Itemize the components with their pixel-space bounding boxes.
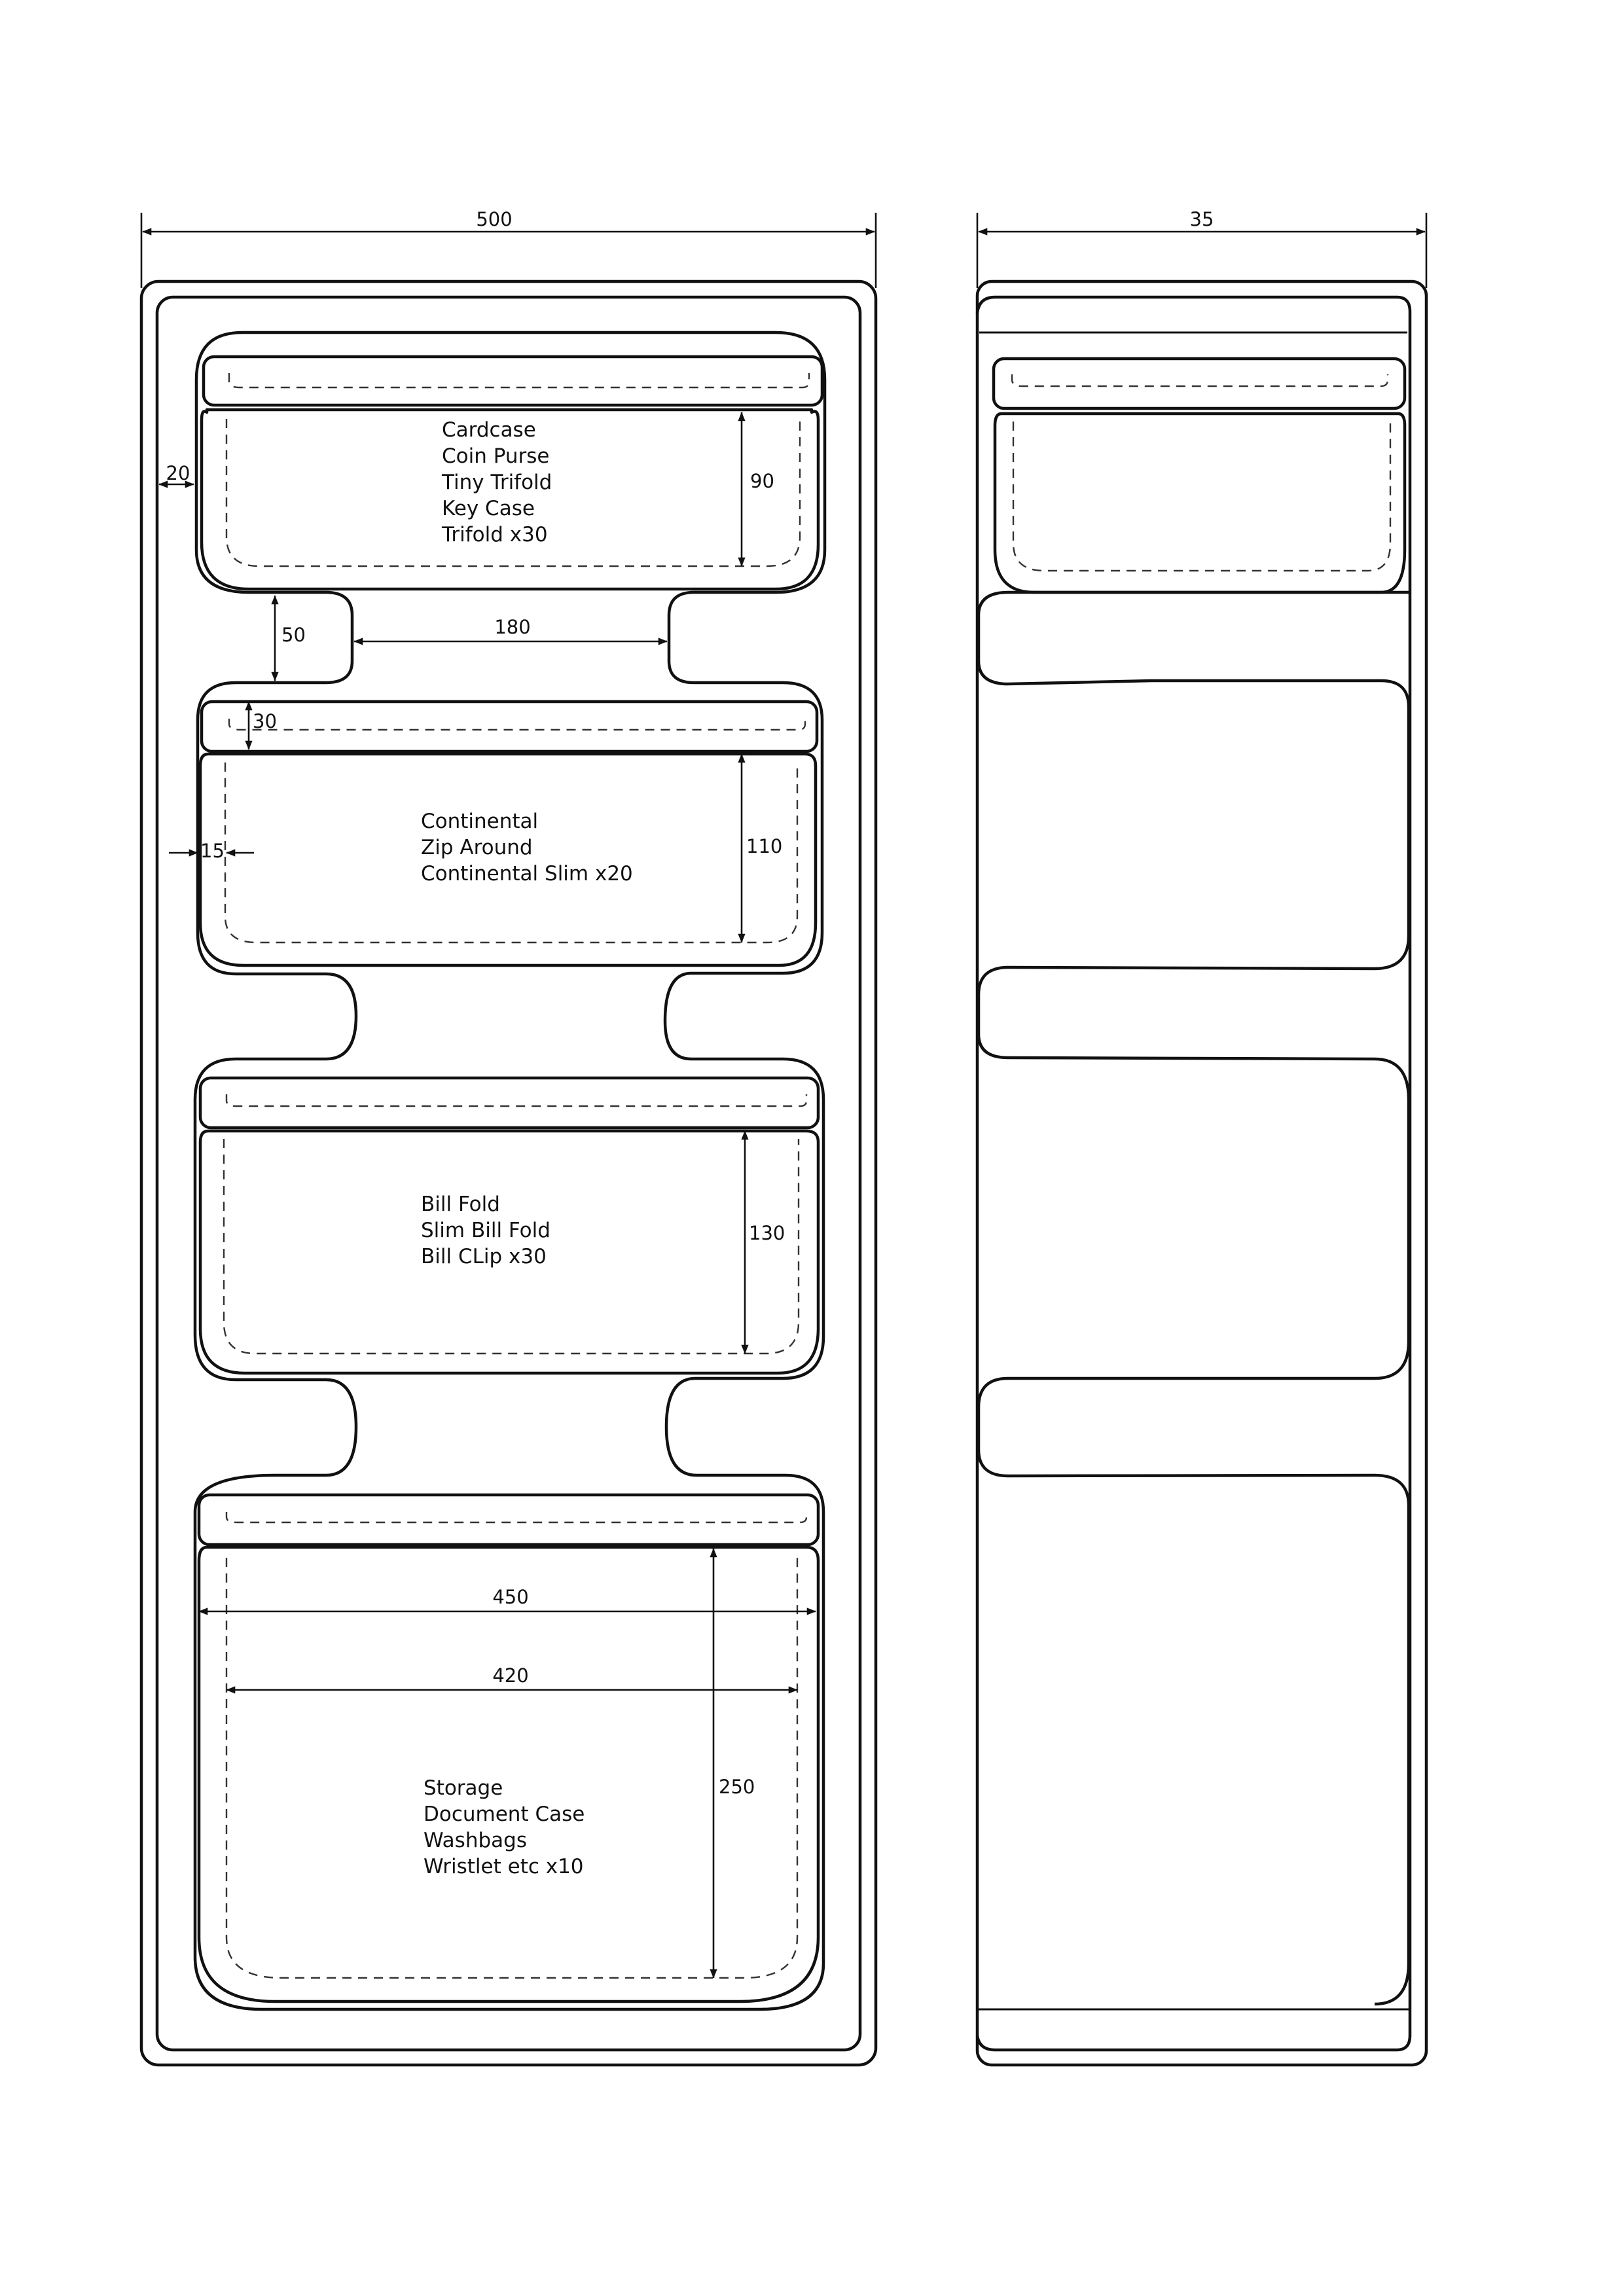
item-label: Document Case (424, 1803, 585, 1826)
item-label: Bill Fold (421, 1193, 500, 1216)
item-label: Slim Bill Fold (421, 1219, 550, 1242)
depth-label: 110 (746, 835, 783, 857)
lip-bar (202, 702, 817, 751)
item-label: Trifold x30 (442, 523, 548, 547)
outer-width-label: 450 (492, 1586, 529, 1608)
lip-bar (204, 357, 822, 405)
item-label: Coin Purse (442, 444, 550, 468)
compartment-2 (169, 702, 817, 965)
item-label: Washbags (424, 1829, 527, 1852)
item-label: Cardcase (442, 418, 536, 442)
neck-dimensions (275, 596, 667, 681)
item-label: Tiny Trifold (442, 471, 552, 494)
overall-width-dimension (141, 208, 876, 288)
lip-bar (199, 1495, 818, 1545)
neck-height-label: 50 (281, 624, 306, 646)
item-label: Continental Slim x20 (421, 862, 633, 886)
side-width-dimension (977, 208, 1426, 288)
side-view (977, 208, 1426, 2065)
pocket (199, 1547, 818, 2001)
inner-width-label: 420 (492, 1664, 529, 1687)
item-label: Storage (424, 1776, 503, 1800)
side-bulge (979, 592, 1409, 2004)
compartment-1 (202, 357, 822, 589)
pocket (200, 754, 816, 965)
depth-label: 130 (749, 1222, 785, 1244)
depth-label: 250 (719, 1776, 755, 1798)
depth-label: 90 (750, 470, 774, 492)
wall-thickness-dimension (159, 462, 194, 484)
side-width-label: 35 (1189, 208, 1214, 230)
cavity-outline (195, 332, 825, 2009)
overall-width-label: 500 (476, 208, 513, 230)
compartment-4 (199, 1495, 818, 2001)
front-view (141, 208, 876, 2065)
item-label: Bill CLip x30 (421, 1245, 547, 1268)
inset-label: 15 (200, 840, 225, 862)
side-outer-frame (977, 281, 1426, 2065)
lip-label: 30 (253, 710, 277, 732)
wall-thickness-label: 20 (166, 462, 190, 484)
item-label: Zip Around (421, 836, 533, 859)
item-label: Wristlet etc x10 (424, 1855, 584, 1878)
side-compartment-1 (994, 359, 1405, 592)
tray-outer-frame (141, 281, 876, 2065)
item-label: Continental (421, 810, 539, 833)
neck-width-label: 180 (494, 616, 531, 638)
compartment-3 (200, 1078, 818, 1373)
lip-bar (200, 1078, 818, 1128)
item-label: Key Case (442, 497, 535, 520)
